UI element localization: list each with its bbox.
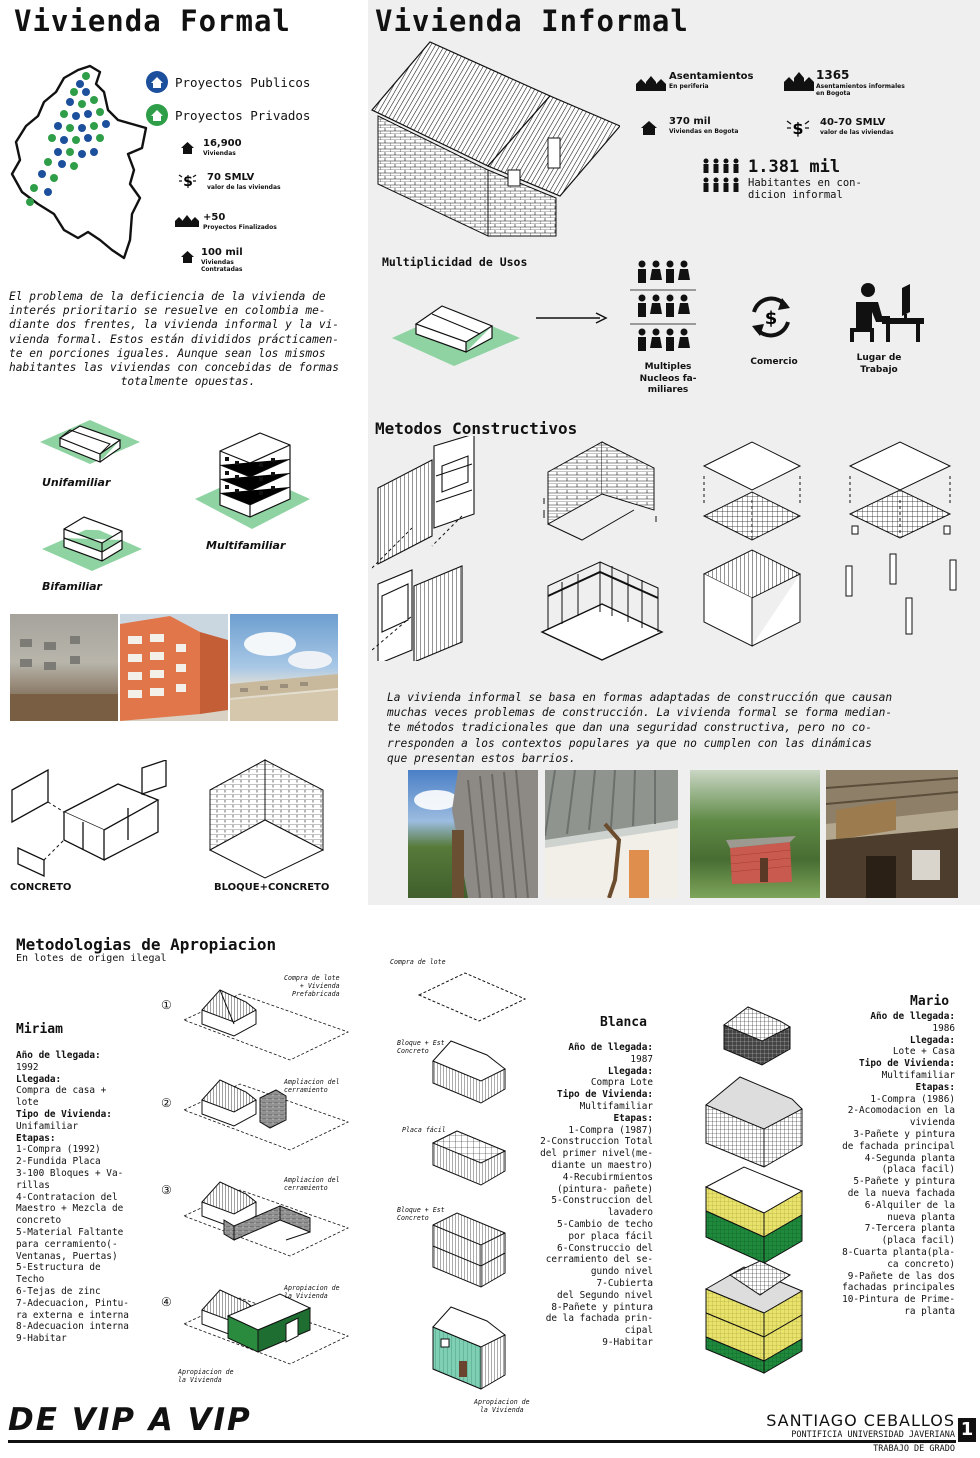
informal-stat-370-caption: Viviendas en Bogota <box>669 128 739 135</box>
typology-multifamiliar-label: Multifamiliar <box>206 539 286 552</box>
footer-author: SANTIAGO CEBALLOS <box>766 1411 955 1430</box>
worker-icon <box>850 282 926 344</box>
house-icon <box>180 141 195 155</box>
mario-details: Año de llegada: 1986 Llegada: Lote + Casa Tipo de Vivienda: Multifamiliar Etapas: 1-Compra (1986) 2-Acomodacion en la vivienda 3-Pañete y pintura de fachada principal 4-Segunda planta (placa facil) 5-Pañete y pintura de la nueva fachada 6-Alquiler de la nueva planta 7-Tercera planta (placa facil) 8-Cuarta planta(pla- ca concreto) 9-Pañete de las dos fachadas principales 10-Pintura de Prime- ra planta <box>842 1011 955 1317</box>
stat-viviendas-value: 16,900 <box>203 138 242 149</box>
blanca-note-5: Apropiacion de la Vivienda <box>474 1398 530 1414</box>
miriam-note-4: Apropiacion de la Vivienda <box>284 1284 340 1300</box>
footer-rule <box>8 1440 956 1443</box>
methods-title: Metodos Constructivos <box>375 419 578 438</box>
money-icon <box>178 172 198 190</box>
page-number-badge: 1 <box>958 1418 976 1442</box>
blanca-note-4: Bloque + Est Concreto <box>397 1206 445 1222</box>
svg-text:$: $ <box>183 174 193 190</box>
money-icon <box>786 118 810 138</box>
houses-group-icon <box>636 74 666 92</box>
miriam-step-3: ③ <box>161 1183 172 1197</box>
population-icon <box>702 158 742 196</box>
typology-bifamiliar-label: Bifamiliar <box>42 580 102 593</box>
informal-photo-wood-roof <box>826 770 958 898</box>
informal-photo-brick-house <box>690 770 820 898</box>
appropriation-subtitle: En lotes de origen ilegal <box>16 953 167 964</box>
informal-big-stat-value: 1.381 mil <box>748 157 841 177</box>
mario-name: Mario <box>910 994 950 1009</box>
informal-stat-370-value: 370 mil <box>669 116 711 127</box>
blanca-note-2: Bloque + Est Concreto <box>397 1039 445 1055</box>
miriam-details: Año de llegada: 1992 Llegada: Compra de casa + lote Tipo de Vivienda: Unifamiliar Etapas: 1-Compra (1992) 2-Fundida Placa 3-100 Bloques + Va- rillas 4-Contratacion del Maestro + Mezcla de concreto 5-Material Faltante para cerramiento(- Ventanas, Puertas) 5-Estructura de Techo 6-Tejas de zinc 7-Adecuacion, Pintu- ra externa e interna 8-Adecuacion interna 9-Habitar <box>16 1050 129 1345</box>
informal-stat-1365-value: 1365 <box>816 68 850 82</box>
house-icon <box>640 120 658 136</box>
formal-photo-construction <box>10 614 118 721</box>
construction-methods-drawings <box>372 436 972 661</box>
concrete-system-drawing <box>8 760 178 880</box>
informal-title: Vivienda Informal <box>375 4 689 38</box>
miriam-note-1: Compra de lote + Vivienda Prefabricada <box>284 974 340 998</box>
informal-stat-settlements-caption: En periferia <box>669 83 709 90</box>
formal-photo-housing-row <box>230 614 338 721</box>
unifamiliar-drawing <box>40 410 140 470</box>
house-icon <box>180 250 195 264</box>
use-families-label: Multiples Nucleos fa- miliares <box>639 362 697 395</box>
stat-contracted-caption-1: Viviendas <box>201 259 234 266</box>
stat-value-caption: valor de las viviendas <box>207 184 281 191</box>
private-projects-pin-icon <box>145 103 169 127</box>
stat-projects-caption: Proyectos Finalizados <box>203 224 277 231</box>
miriam-note-5: Apropiacion de la Vivienda <box>178 1368 234 1384</box>
miriam-step-1: ① <box>161 998 172 1012</box>
appropriation-title: Metodologias de Apropiacion <box>16 935 277 954</box>
formal-photo-orange-blocks <box>120 614 228 721</box>
arrow-right-icon <box>536 310 608 326</box>
dollar-cycle-icon <box>746 292 796 342</box>
miriam-note-2: Ampliacion del cerramiento <box>284 1078 340 1094</box>
people-icon <box>630 258 696 358</box>
footer-title: DE VIP A VIP <box>8 1402 252 1438</box>
bifamiliar-drawing <box>42 505 142 575</box>
informal-stat-1365-caption-1: Asentamientos informales <box>816 83 905 90</box>
mario-stages-drawing <box>700 1005 810 1375</box>
informal-stat-smlv-value: 40-70 SMLV <box>820 117 886 128</box>
footer-university: PONTIFICIA UNIVERSIDAD JAVERIANA <box>791 1430 955 1440</box>
houses-group-icon <box>784 70 814 92</box>
informal-stat-settlements-value: Asentamientos <box>669 71 754 82</box>
legend-private-label: Proyectos Privados <box>175 108 311 123</box>
miriam-stages-drawing <box>180 970 355 1380</box>
block-concrete-system-drawing <box>205 750 330 880</box>
project-markers <box>26 72 110 206</box>
stat-projects-value: +50 <box>203 212 226 223</box>
miriam-step-4: ④ <box>161 1295 172 1309</box>
colombia-map <box>8 62 150 267</box>
use-commerce-label: Comercio <box>750 357 798 367</box>
multiplicity-house-drawing <box>392 292 522 368</box>
blanca-name: Blanca <box>600 1015 647 1030</box>
blanca-details: Año de llegada: 1987 Llegada: Compra Lote Tipo de Vivienda: Multifamiliar Etapas: 1-Compra (1987) 2-Construccion Total del primer nivel(me- diante un maestro) 4-Recubirmientos (pintura- pañete) 5-Construccion del lavadero 5-Cambio de techo por placa fácil 6-Construccio del cerramiento del se- gundo nivel 7-Cubierta del Segundo nivel 8-Pañete y pintura de la fachada prin- cipal 9-Habitar <box>540 1042 653 1348</box>
formal-title: Vivienda Formal <box>14 4 291 38</box>
system-block-concreto-label: BLOQUE+CONCRETO <box>214 882 330 893</box>
blanca-stages-drawing <box>395 955 545 1395</box>
informal-big-stat-caption: Habitantes en con- dicion informal <box>748 177 862 201</box>
informal-photo-roof-beam <box>545 770 678 898</box>
miriam-note-3: Ampliacion del cerramiento <box>284 1176 340 1192</box>
informal-stat-1365-caption-2: en Bogota <box>816 90 851 97</box>
svg-text:$: $ <box>792 119 804 138</box>
formal-paragraph: El problema de la deficiencia de la vivienda de interés prioritario se resuelve en colombia me- diante dos frentes, la vivienda informal y la vi- vienda formal. Estos están divididos prácticamen- te en porciones iguales. Aunque sean los mismos habitantes las viviendas con concebidas de formas totalmente opuestas. <box>9 290 340 389</box>
multifamiliar-drawing <box>195 425 310 535</box>
legend-public-label: Proyectos Publicos <box>175 75 311 90</box>
use-workplace-label: Lugar de Trabajo <box>856 353 902 375</box>
informal-house-drawing <box>370 38 620 238</box>
stat-viviendas-caption: Viviendas <box>203 150 236 157</box>
miriam-name: Miriam <box>16 1022 63 1037</box>
svg-text:$: $ <box>764 308 778 329</box>
informal-paragraph: La vivienda informal se basa en formas adaptadas de construcción que causan muchas veces problemas de construcción. La vivienda formal se forma median- te métodos tradicionales que dan una seguridad constructiva, pero no co- rresponden a los contextos populares ya que no cumplen con las dinámicas que presentan estos barrios. <box>387 691 893 765</box>
typology-unifamiliar-label: Unifamiliar <box>42 476 111 489</box>
footer-course: TRABAJO DE GRADO <box>873 1444 955 1454</box>
multiplicity-title: Multiplicidad de Usos <box>382 255 528 269</box>
blanca-note-3: Placa fácil <box>402 1126 446 1134</box>
houses-group-icon <box>175 212 199 228</box>
stat-contracted-caption-2: Contratadas <box>201 266 243 273</box>
informal-photo-zinc-wall <box>408 770 538 898</box>
system-concreto-label: CONCRETO <box>10 882 72 893</box>
public-projects-pin-icon <box>145 70 169 94</box>
informal-stat-smlv-caption: valor de las viviendas <box>820 129 894 136</box>
stat-value-smlv: 70 SMLV <box>207 172 255 183</box>
miriam-step-2: ② <box>161 1096 172 1110</box>
stat-contracted-value: 100 mil <box>201 247 243 258</box>
blanca-note-1: Compra de lote <box>390 958 446 966</box>
